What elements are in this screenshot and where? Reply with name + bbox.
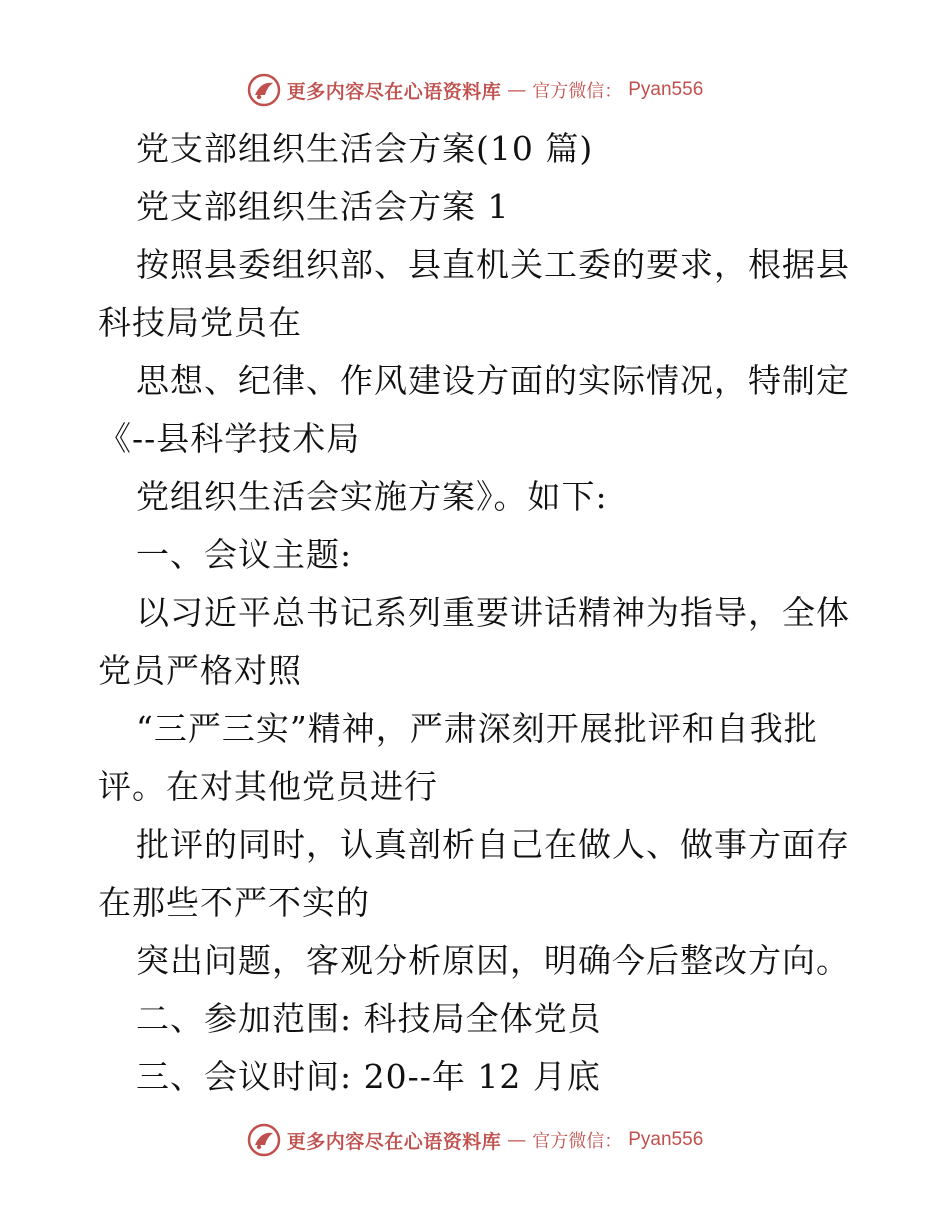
doc-line-text: 批评的同时，认真剖析自己在做人、做事方面存 [136, 825, 850, 864]
doc-line-text: 党支部组织生活会方案(10 篇) [136, 129, 594, 168]
brand-logo-icon [247, 73, 281, 107]
footer-brand-text: 更多内容尽在心语资料库 [286, 1130, 502, 1153]
doc-section-heading [98, 526, 858, 584]
brand-logo-icon [247, 1123, 281, 1157]
doc-paragraph [98, 352, 858, 468]
header-separator: — [507, 79, 527, 101]
header-wechat-label: 官方微信： [532, 81, 623, 102]
doc-line-text: 以习近平总书记系列重要讲话精神为指导，全体 [136, 593, 850, 632]
doc-line-text: 二、参加范围: 科技局全体党员 [136, 999, 602, 1038]
doc-line-text: 三、会议时间: 20--年 12 月底 [136, 1057, 601, 1096]
header-watermark-banner [0, 70, 950, 110]
doc-line-text: 思想、纪律、作风建设方面的实际情况，特制定 [136, 361, 850, 400]
doc-paragraph [98, 236, 858, 352]
header-wechat-id: Pyan556 [628, 79, 704, 100]
doc-paragraph [98, 700, 858, 816]
doc-section-heading [98, 1048, 858, 1106]
doc-line-text: 突出问题，客观分析原因，明确今后整改方向。 [136, 941, 850, 980]
header-brand-text: 更多内容尽在心语资料库 [286, 80, 502, 103]
footer-watermark-banner [0, 1120, 950, 1160]
doc-line-text: 党支部组织生活会方案 1 [136, 187, 510, 226]
doc-paragraph [98, 468, 858, 526]
doc-line-continuation: 党员严格对照 [98, 651, 302, 690]
doc-line-continuation: 在那些不严不实的 [98, 883, 370, 922]
doc-line-text: 按照县委组织部、县直机关工委的要求，根据县 [136, 245, 850, 284]
doc-line-text: 一、会议主题: [136, 535, 353, 574]
doc-line-text: 党组织生活会实施方案》。如下: [136, 477, 608, 516]
doc-line-continuation: 《--县科学技术局 [98, 419, 361, 458]
doc-paragraph [98, 932, 858, 990]
doc-section-heading [98, 990, 858, 1048]
footer-separator: — [507, 1129, 527, 1151]
doc-paragraph [98, 584, 858, 700]
footer-wechat-id: Pyan556 [628, 1129, 704, 1150]
doc-subtitle [98, 178, 858, 236]
document-body [98, 120, 858, 1106]
doc-line-text: “三严三实”精神，严肃深刻开展批评和自我批 [136, 709, 818, 748]
doc-line-continuation: 科技局党员在 [98, 303, 302, 342]
doc-line-continuation: 评。在对其他党员进行 [98, 767, 438, 806]
doc-title [98, 120, 858, 178]
footer-wechat-label: 官方微信： [532, 1131, 623, 1152]
doc-paragraph [98, 816, 858, 932]
